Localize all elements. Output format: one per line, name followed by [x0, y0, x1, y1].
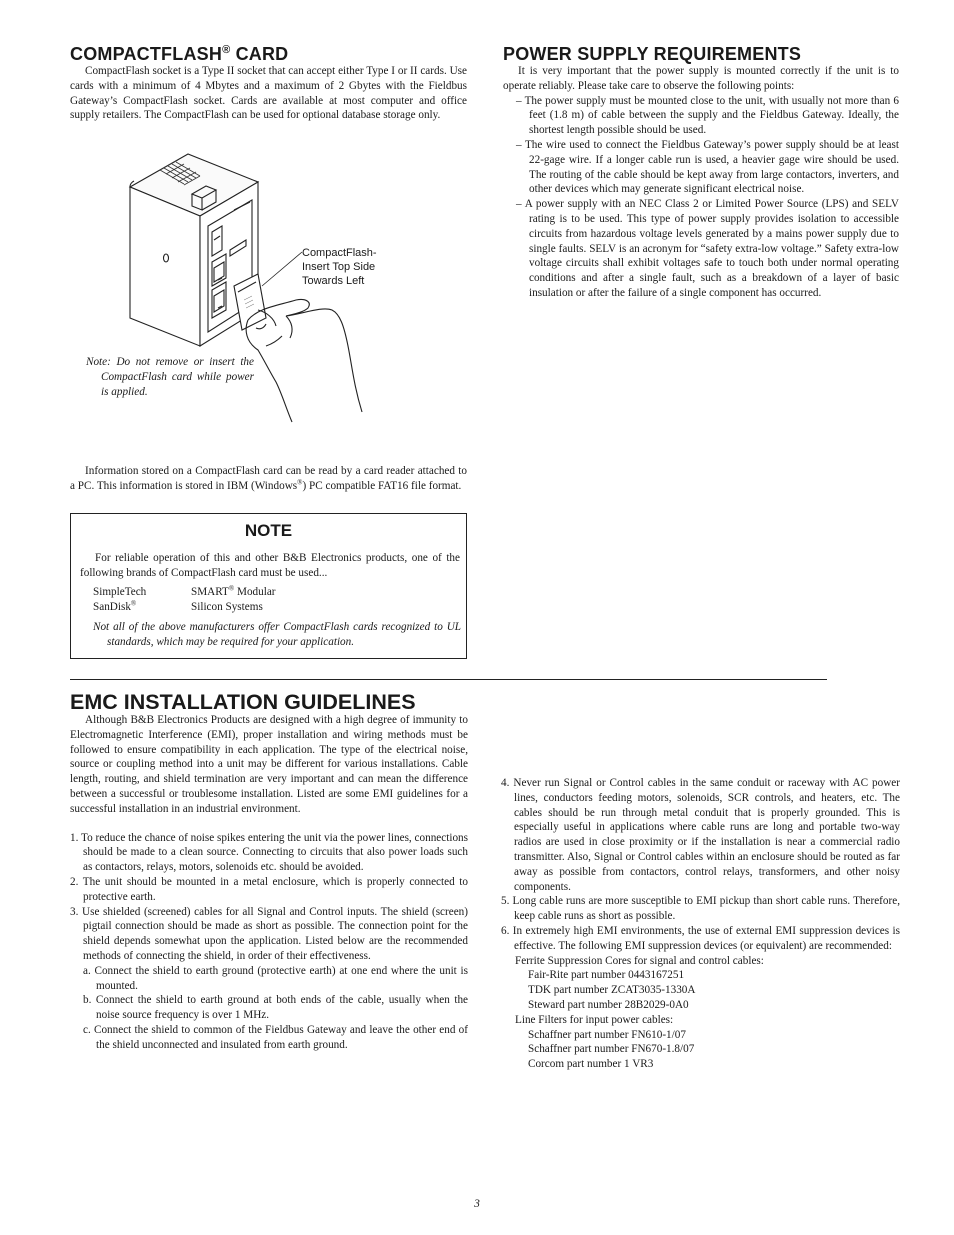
emc-item: 4. Never run Signal or Control cables in the same conduit or raceway with AC power lines, conductors feeding motors, solenoids, SCR controls, and heaters, etc. The cables should be run through metal conduit that is properly grounded. This is especially useful in applications where cable runs are long and portable two-way radios are used in close proximity or if the installation is near a commercial radio transmitter. Also, Signal or Control cables within an enclosure should be routed as far away as possible from contactors, control relays, transformers, and other noisy components. — [501, 777, 900, 893]
filter-part: Corcom part number 1 VR3 — [528, 1058, 654, 1071]
ferrite-part: TDK part number ZCAT3035-1330A — [528, 984, 696, 997]
figure-caption: CompactFlash- Insert Top Side Towards Left — [302, 247, 377, 287]
power-supply-intro: It is very important that the power supply is mounted correctly if the unit is to operate reliably. Please take care to observe the following points: — [503, 65, 899, 92]
emc-item: 2. The unit should be mounted in a metal enclosure, which is properly connected to protective earth. — [70, 875, 468, 903]
power-supply-point: – A power supply with an NEC Class 2 or Limited Power Source (LPS) and SELV rating is to be used. This type of power supply provides isolation to accessible circuits from hazardous voltage levels generated by a mains power supply due to single faults. SELV is an acronym for “safety extra-low voltage.” Safety extra-low voltage circuits shall exhibit voltages safe to touch both under normal operating conditions and after a single fault, such as a breakdown of a layer of basic insulation or after the failure of a single component has occurred. — [516, 198, 899, 299]
power-supply-point: – The wire used to connect the Fieldbus Gateway’s power supply should be at least 22-gage wire. If a longer cable run is used, a heavier gage wire should be used. The routing of the cable should be kept away from large contactors, inverters, and other devices which may generate significant electrical noise. — [516, 138, 899, 196]
filter-part: Schaffner part number FN610-1/07 — [528, 1028, 686, 1041]
emc-subitem: c. Connect the shield to common of the Fieldbus Gateway and leave the other end of the shield unconnected and insulated from earth ground. — [83, 1023, 468, 1051]
emc-item: 1. To reduce the chance of noise spikes entering the unit via the power lines, connections should be made to a clean source. Connecting to circuits that also power loads such as contactors, relays, motors, solenoids etc. should be avoided. — [70, 831, 468, 874]
ferrite-label: Ferrite Suppression Cores for signal and control cables: — [515, 954, 764, 967]
emc-right-column — [501, 776, 900, 1072]
emc-item: 6. In extremely high EMI environments, the use of external EMI suppression devices is effective. The following EMI suppression devices (or equivalent) are recommended: — [501, 924, 900, 952]
power-supply-heading: POWER SUPPLY REQUIREMENTS — [503, 44, 802, 64]
filter-label: Line Filters for input power cables: — [515, 1013, 674, 1026]
power-supply-section — [503, 44, 899, 301]
note-italic: Not all of the above manufacturers offer CompactFlash cards recognized to UL standards, which may be required for your application. — [93, 621, 461, 648]
note-brands-left: SimpleTech SanDisk® — [93, 586, 147, 613]
emc-subitem: b. Connect the shield to earth ground at both ends of the cable, usually when the noise source frequency is over 1 MHz. — [83, 994, 468, 1022]
page-number: 3 — [474, 1198, 480, 1210]
emc-item: 5. Long cable runs are more susceptible to EMI pickup than short cable runs. Therefore, keep cable runs as short as possible. — [501, 895, 900, 923]
emc-suppression-list — [501, 954, 900, 1072]
note-brands-right: SMART® Modular Silicon Systems — [191, 584, 276, 613]
ferrite-part: Fair-Rite part number 0443167251 — [528, 969, 685, 982]
caption-leader-line — [260, 250, 304, 290]
compactflash-paragraph: CompactFlash socket is a Type II socket that can accept either Type I or II cards. Use cards with a minimum of 4 Mbytes and a maximum of 2 Gbytes with the Fieldbus Gateway’s CompactFlash socket. Cards are available at most computer and office supply retailers. The CompactFlash can be used for optional database storage only. — [70, 65, 467, 122]
note-body: For reliable operation of this and other B&B Electronics products, one of the following brands of CompactFlash card must be used... — [80, 552, 460, 579]
compactflash-paragraph-2: Information stored on a CompactFlash card can be read by a card reader attached to a PC. This information is stored in IBM (Windows®) PC compatible FAT16 file format. — [70, 465, 467, 492]
emc-item: 3. Use shielded (screened) cables for all Signal and Control inputs. The shield (screen) pigtail connection should be made as short as possible. The connection point for the shield depends somewhat upon the application. Listed below are the recommended methods of connecting the shield, in order of their effectiveness. — [70, 905, 468, 962]
power-supply-point: – The power supply must be mounted close to the unit, with usually not more than 6 feet (1.8 m) of cable between the supply and the Fieldbus Gateway. Ideally, the shortest length possible should be used. — [516, 94, 899, 137]
compactflash-heading: COMPACTFLASH® CARD — [70, 44, 289, 64]
emc-heading: EMC INSTALLATION GUIDELINES — [70, 690, 416, 714]
filter-part: Schaffner part number FN670-1.8/07 — [528, 1043, 695, 1056]
emc-intro: Although B&B Electronics Products are designed with a high degree of immunity to Electromagnetic Interference (EMI), proper installation and wiring methods must be followed to ensure compatibility in each application. The type of the electrical noise, source or coupling method into a unit may be different for various installations. Cable length, routing, and shield termination are very important and can mean the difference between a successful or troublesome installation. Listed are some EMI guidelines for a successful installation in an industrial environment. — [70, 714, 468, 815]
emc-subitem: a. Connect the shield to earth ground (protective earth) at one end where the unit is mounted. — [83, 964, 468, 992]
emc-left-column — [70, 713, 468, 1053]
compactflash-section — [70, 44, 467, 123]
ferrite-part: Steward part number 28B2029-0A0 — [528, 998, 689, 1011]
note-box — [70, 513, 467, 659]
note-title: NOTE — [244, 521, 293, 540]
section-divider — [70, 679, 827, 680]
figure-note: Note: Do not remove or insert the CompactFlash card while power is applied. — [86, 356, 254, 398]
